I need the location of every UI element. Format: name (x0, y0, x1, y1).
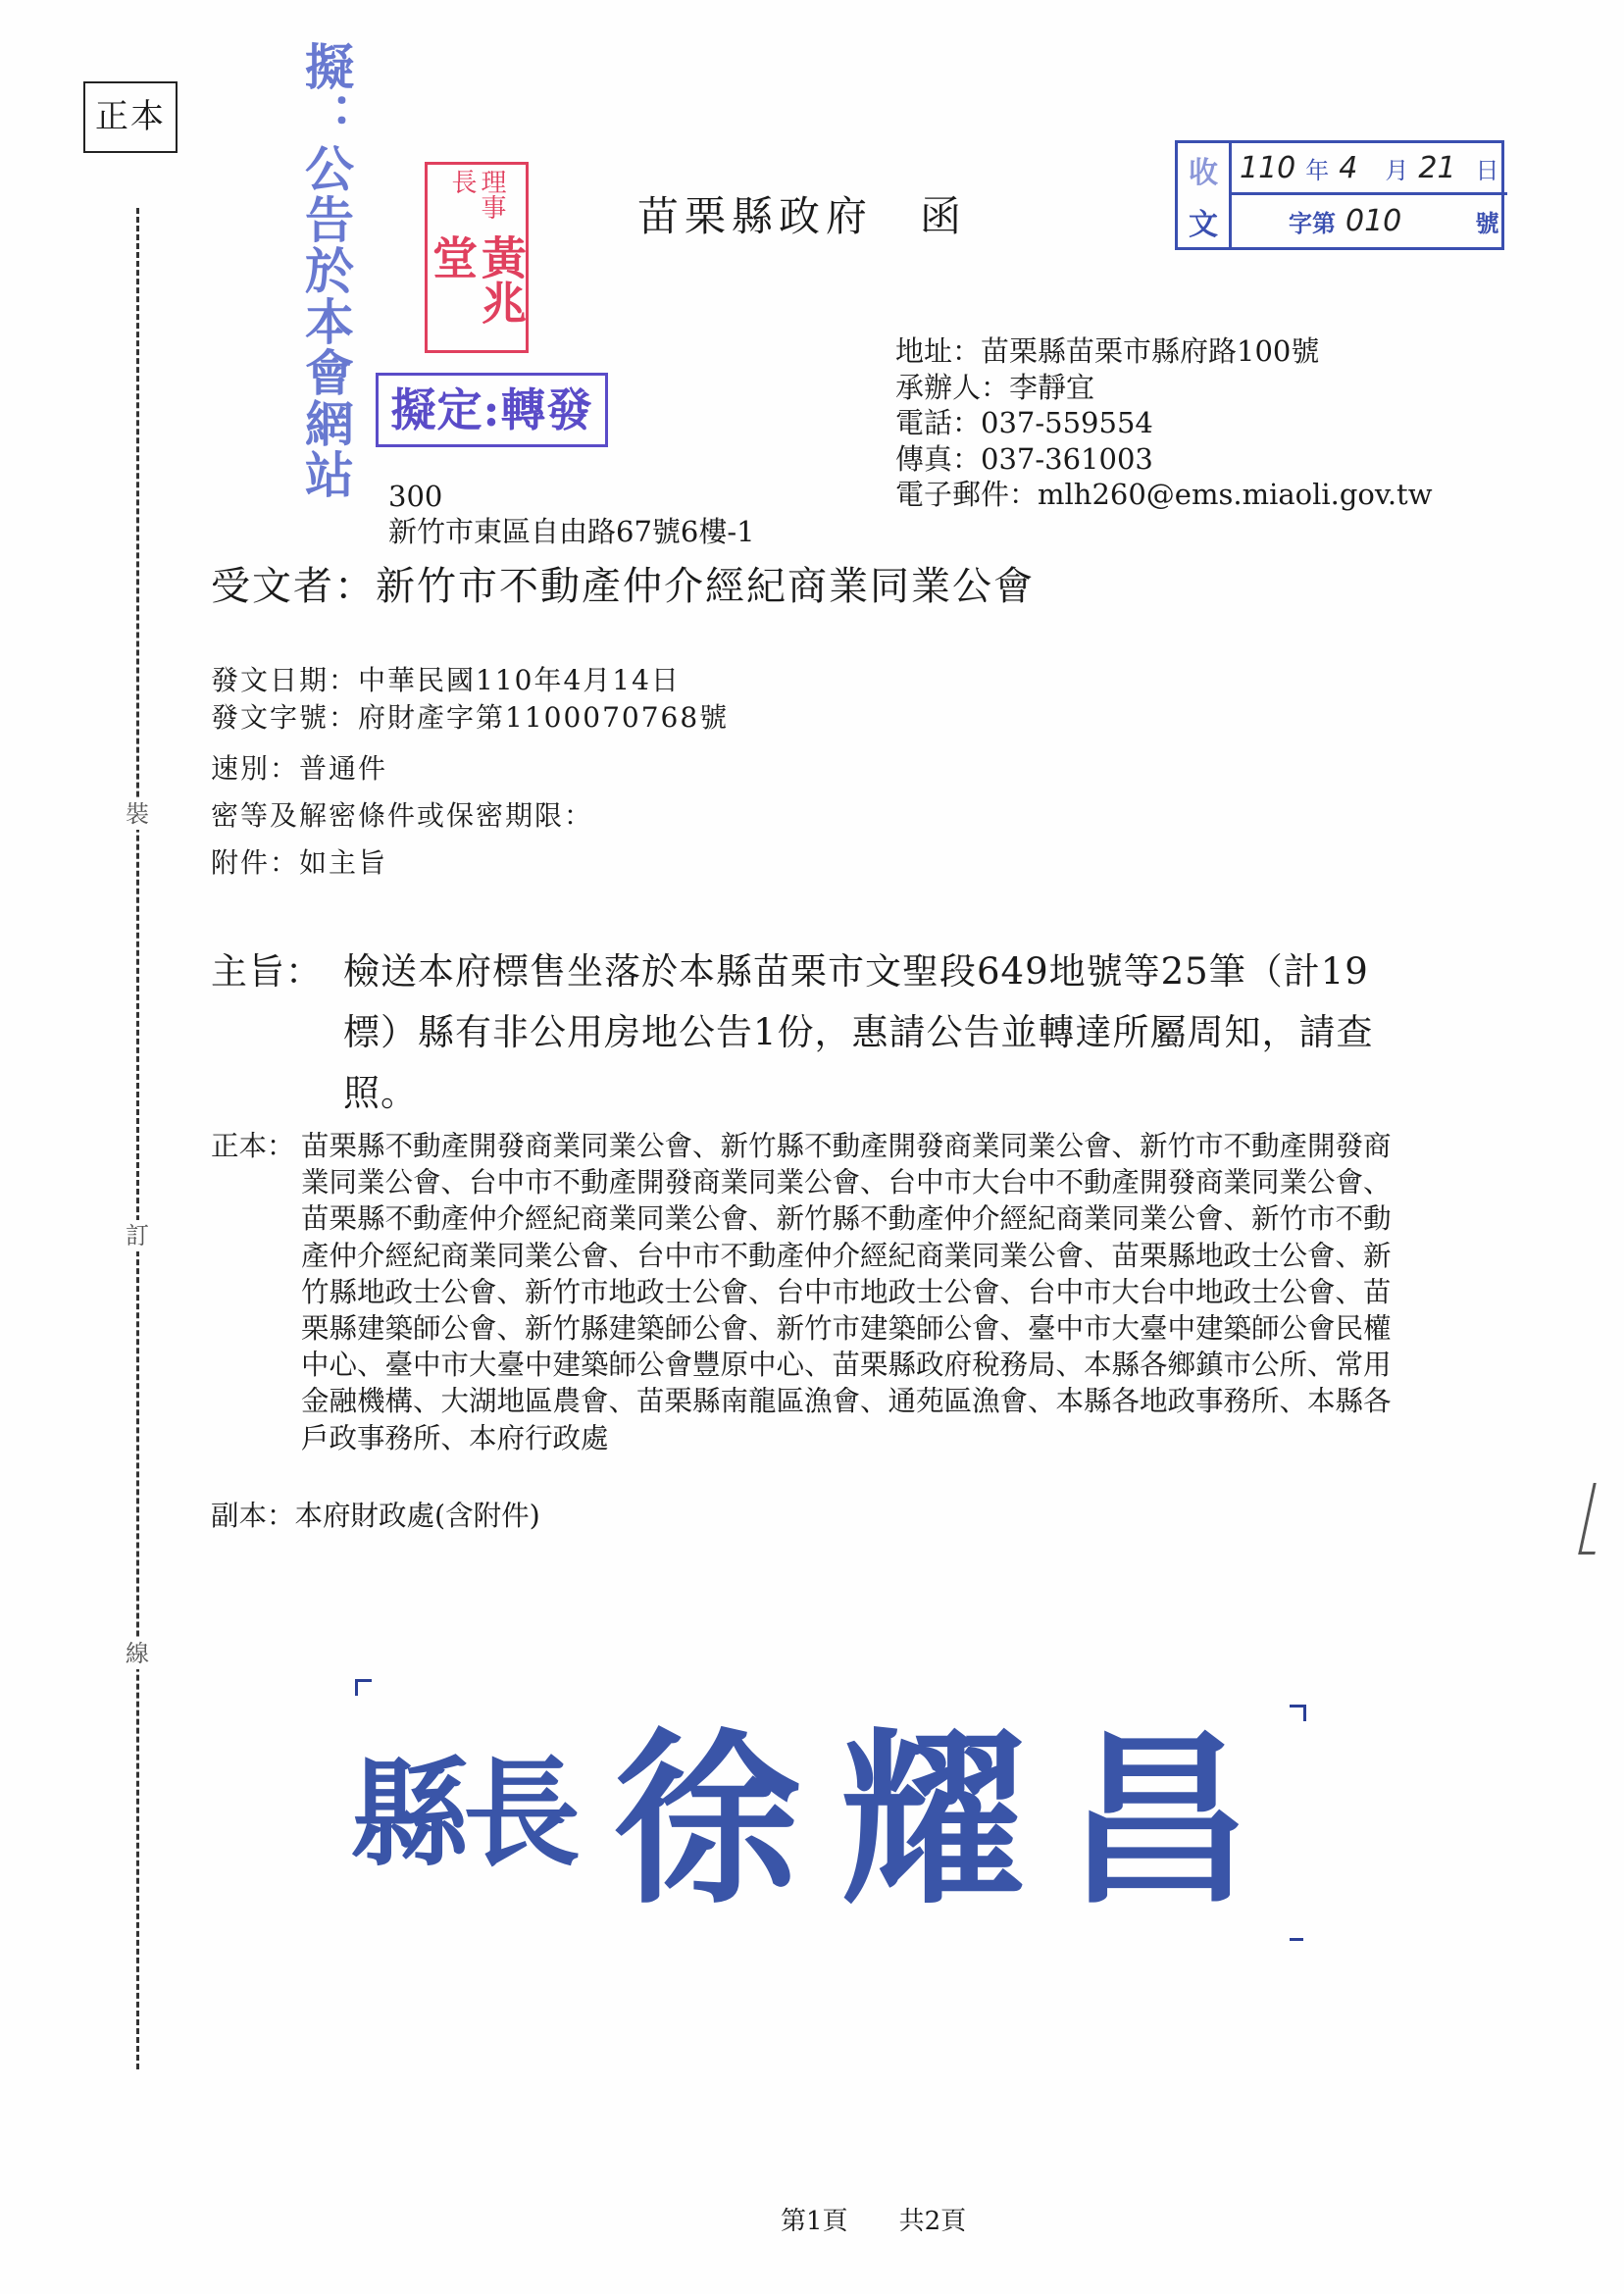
receipt-month: 4 (1339, 150, 1358, 185)
stamp-corner-mark (1290, 1705, 1306, 1721)
document-title: 苗栗縣政府 函 (637, 192, 968, 240)
receipt-year: 110 (1240, 150, 1296, 185)
recipient-zip: 300 (388, 480, 443, 513)
receipt-day-suffix: 日 (1475, 156, 1499, 184)
distribution-original (211, 1128, 1397, 1456)
subject-text: 檢送本府標售坐落於本縣苗栗市文聖段649地號等25筆（計19標）縣有非公用房地公告1份，惠請公告並轉達所屬周知，請查照。 (343, 950, 1374, 1114)
page-total: 共2頁 (898, 2207, 967, 2236)
scan-edge-mark (1578, 1483, 1610, 1555)
receipt-day: 21 (1418, 150, 1456, 185)
recipient-line: 受文者：新竹市不動產仲介經紀商業同業公會 (211, 564, 1035, 609)
chairman-seal-stamp (425, 162, 529, 353)
cc-label: 副本： (211, 1500, 295, 1532)
signature-name: 徐耀昌 (614, 1709, 1292, 1929)
receipt-serial-suffix: 號 (1475, 209, 1499, 237)
binding-dashed-line (136, 208, 139, 2069)
binding-label-zhuang: 裝 (122, 798, 153, 830)
chairman-title: 理事長 (447, 169, 506, 220)
contact-phone: 電話：037-559554 (895, 406, 1153, 439)
issue-date: 發文日期：中華民國110年4月14日 (211, 664, 681, 696)
handwritten-instruction: 擬：公告於本會網站 (297, 41, 355, 500)
receipt-label-wen: 文 (1178, 195, 1232, 247)
classification: 密等及解密條件或保密期限： (211, 799, 594, 832)
receipt-year-suffix: 年 (1305, 156, 1330, 184)
original-label: 正本： (211, 1130, 295, 1162)
signature-title: 縣長 (351, 1745, 575, 1883)
priority: 速別：普通件 (211, 752, 388, 785)
contact-fax: 傳真：037-361003 (895, 441, 1153, 476)
receipt-serial-row (1232, 195, 1507, 247)
page-footer (781, 2201, 966, 2237)
distribution-cc (211, 1498, 540, 1534)
recipient-mailing-address (388, 479, 755, 549)
binding-label-xian: 線 (122, 1638, 153, 1669)
receipt-date-row (1232, 143, 1507, 195)
stamp-corner-mark (355, 1679, 372, 1696)
subject-section (211, 942, 1417, 1124)
binding-label-ding: 訂 (122, 1220, 153, 1251)
copy-type-box: 正本 (83, 81, 178, 153)
receipt-serial: 010 (1345, 204, 1402, 238)
stamp-corner-mark (1290, 1924, 1303, 1941)
receipt-month-suffix: 月 (1385, 156, 1409, 184)
contact-info (895, 333, 1433, 513)
contact-email: 電子郵件：mlh260@ems.miaoli.gov.tw (895, 478, 1433, 511)
receipt-serial-prefix: 字第 (1289, 209, 1336, 237)
receipt-stamp (1175, 140, 1504, 250)
page-number: 第1頁 (781, 2207, 848, 2236)
recipient-street: 新竹市東區自由路67號6樓-1 (388, 515, 755, 548)
cc-recipients: 本府財政處(含附件) (294, 1500, 540, 1532)
magistrate-signature-stamp (351, 1672, 1312, 1937)
chairman-name: 黃兆堂 (426, 233, 528, 325)
decision-stamp: 擬定:轉發 (376, 373, 608, 447)
receipt-label-shou: 收 (1178, 143, 1232, 195)
document-number: 發文字號：府財產字第1100070768號 (211, 701, 730, 734)
attachment: 附件：如主旨 (211, 846, 388, 879)
original-recipients: 苗栗縣不動產開發商業同業公會、新竹縣不動產開發商業同業公會、新竹市不動產開發商業同業公會、台中市不動產開發商業同業公會、台中市大台中不動產開發商業同業公會、苗栗縣不動產仲介經紀商業同業公會、新竹縣不動產仲介經紀商業同業公會、新竹市不動產仲介經紀商業同業公會、台中市不動產仲介經紀商業同業公會、苗栗縣地政士公會、新竹縣地政士公會、新竹市地政士公會、台中市地政士公會、台中市大台中地政士公會、苗栗縣建築師公會、新竹縣建築師公會、新竹市建築師公會、臺中市大臺中建築師公會民權中心、臺中市大臺中建築師公會豐原中心、苗栗縣政府稅務局、本縣各鄉鎮市公所、常用金融機構、大湖地區農會、苗栗縣南龍區漁會、通苑區漁會、本縣各地政事務所、本縣各戶政事務所、本府行政處 (301, 1130, 1392, 1454)
subject-label: 主旨： (211, 950, 323, 993)
contact-address: 地址：苗栗縣苗栗市縣府路100號 (895, 334, 1320, 368)
contact-handler: 承辦人：李靜宜 (895, 370, 1095, 404)
